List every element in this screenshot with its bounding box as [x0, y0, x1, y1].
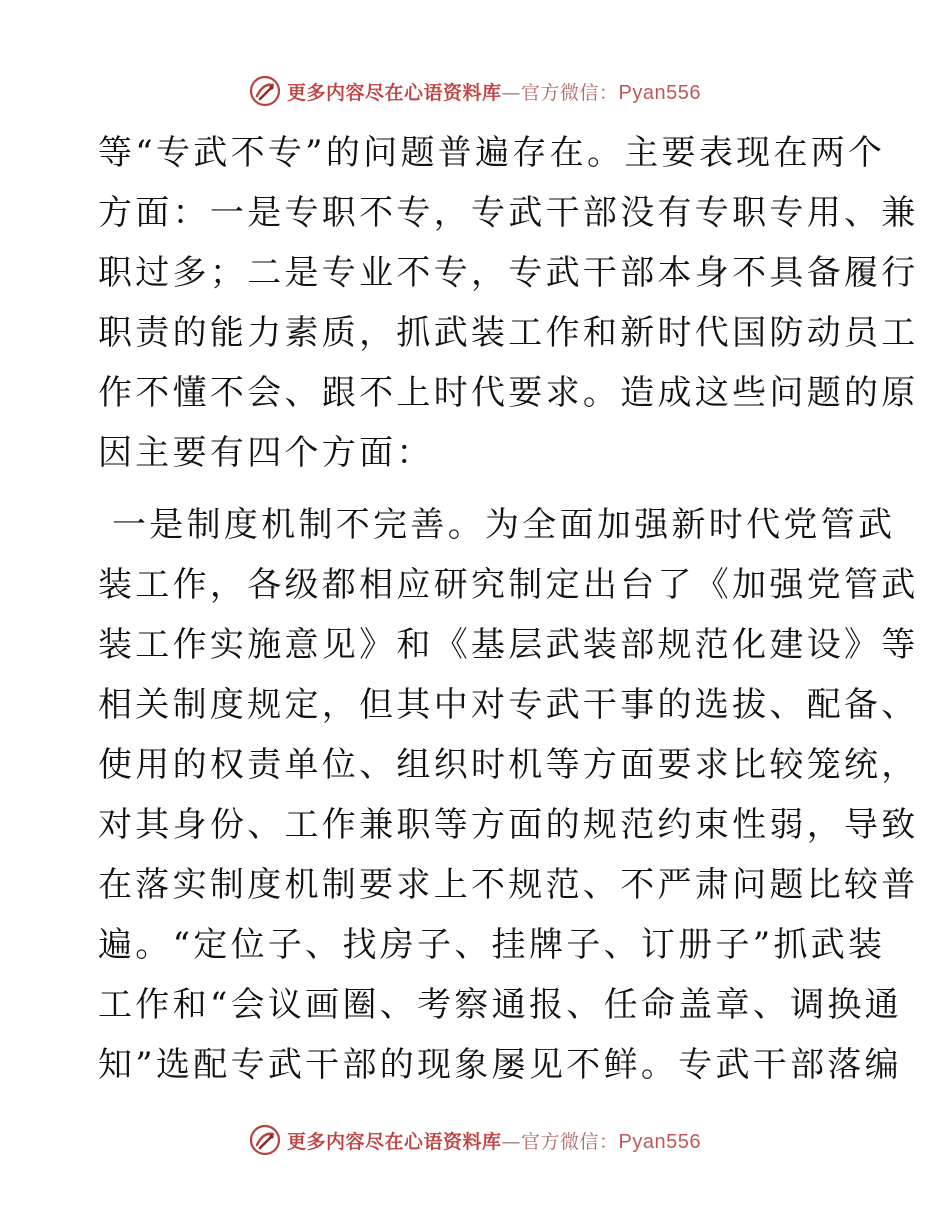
text-line: 相关制度规定，但其中对专武干事的选拔、配备、 — [98, 685, 919, 725]
header-brand: 更多内容尽在心语资料库 — [287, 81, 502, 104]
footer-text — [287, 1127, 701, 1154]
footer-banner-content — [249, 1124, 701, 1156]
text-line: 遍。“定位子、找房子、挂牌子、订册子”抓武装 — [98, 925, 886, 965]
text-line: 职过多；二是专业不专，专武干部本身不具备履行 — [98, 253, 919, 293]
text-line: 职责的能力素质，抓武装工作和新时代国防动员工 — [98, 313, 919, 353]
paragraph-2 — [98, 495, 919, 1095]
footer-banner — [0, 1120, 950, 1160]
text-line: 因主要有四个方面： — [98, 433, 434, 473]
text-line: 一是制度机制不完善。为全面加强新时代党管武 — [112, 505, 896, 545]
text-line: 装工作实施意见》和《基层武装部规范化建设》等 — [98, 625, 919, 665]
text-line: 作不懂不会、跟不上时代要求。造成这些问题的原 — [98, 373, 919, 413]
text-line: 对其身份、工作兼职等方面的规范约束性弱，导致 — [98, 805, 919, 845]
paragraph-gap — [98, 483, 858, 495]
header-wechat-id: Pyan556 — [618, 81, 701, 104]
footer-brand: 更多内容尽在心语资料库 — [287, 1130, 502, 1153]
header-label: 官方微信： — [521, 81, 619, 104]
text-line: 装工作，各级都相应研究制定出台了《加强党管武 — [98, 565, 919, 605]
body-text — [98, 123, 919, 1095]
paragraph-1 — [98, 123, 919, 483]
header-banner — [0, 71, 950, 111]
brand-logo-icon — [249, 75, 281, 107]
text-line: 工作和“会议画圈、考察通报、任命盖章、调换通 — [98, 985, 902, 1025]
header-text — [287, 78, 701, 105]
footer-label: 官方微信： — [521, 1130, 619, 1153]
text-line: 知”选配专武干部的现象屡见不鲜。专武干部落编 — [98, 1045, 902, 1085]
footer-wechat-id: Pyan556 — [618, 1130, 701, 1153]
text-line: 等“专武不专”的问题普遍存在。主要表现在两个 — [98, 133, 886, 173]
text-line: 在落实制度机制要求上不规范、不严肃问题比较普 — [98, 865, 919, 905]
text-line: 使用的权责单位、组织时机等方面要求比较笼统， — [98, 745, 919, 785]
header-separator: — — [501, 81, 522, 104]
brand-logo-icon — [249, 1124, 281, 1156]
footer-separator: — — [501, 1130, 522, 1153]
header-banner-content — [249, 75, 701, 107]
text-line: 方面：一是专职不专，专武干部没有专职专用、兼 — [98, 193, 919, 233]
